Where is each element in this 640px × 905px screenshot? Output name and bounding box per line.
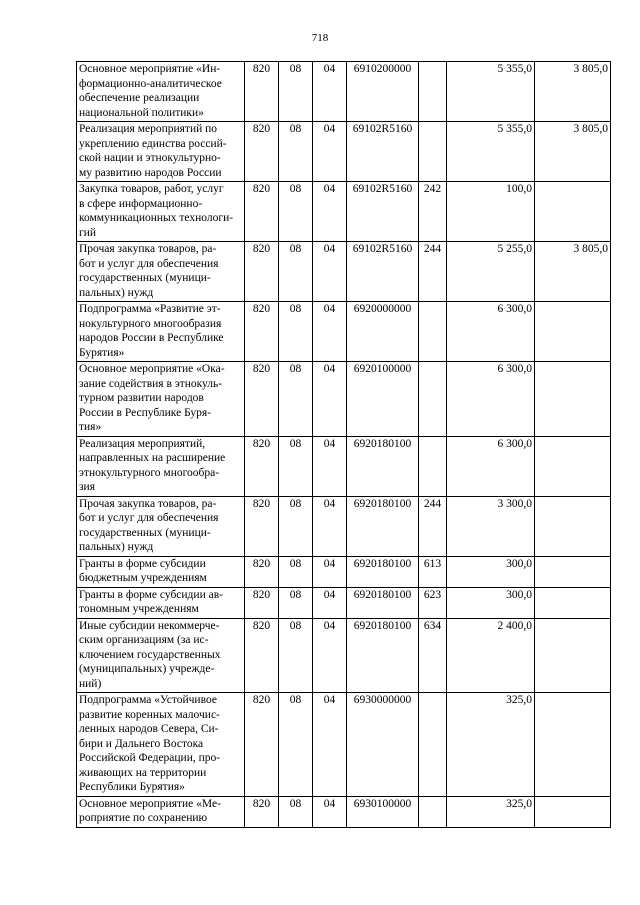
row-name-cell: Прочая закупка товаров, ра- бот и услуг для обеспечения государственных (муници- пальных) нужд (77, 496, 245, 556)
row-name-cell: Гранты в форме субсидии бюджетным учреждениям (77, 556, 245, 587)
row-name-cell: Подпрограмма «Устойчивое развитие коренных малочис- ленных народов Севера, Си- бири и Дальнего Востока Российской Федерации, про- живающих на территории Республики Бурятия» (77, 693, 245, 797)
federal-amount-cell: 3 805,0 (535, 122, 611, 182)
table-row (77, 556, 611, 587)
grbs-code-cell: 820 (245, 182, 279, 242)
target-article-cell: 6920180100 (347, 556, 419, 587)
expense-type-cell (419, 62, 447, 122)
target-article-cell: 6920100000 (347, 362, 419, 437)
grbs-code-cell: 820 (245, 496, 279, 556)
section-code-cell: 08 (279, 618, 313, 693)
target-article-cell: 6920180100 (347, 436, 419, 496)
budget-table (76, 61, 611, 828)
amount-cell: 325,0 (447, 693, 535, 797)
amount-cell: 2 400,0 (447, 618, 535, 693)
federal-amount-cell (535, 362, 611, 437)
expense-type-cell (419, 796, 447, 827)
grbs-code-cell: 820 (245, 693, 279, 797)
federal-amount-cell: 3 805,0 (535, 242, 611, 302)
amount-cell: 5 355,0 (447, 62, 535, 122)
subsection-code-cell: 04 (313, 587, 347, 618)
amount-cell: 3 300,0 (447, 496, 535, 556)
federal-amount-cell (535, 618, 611, 693)
target-article-cell: 6920180100 (347, 618, 419, 693)
table-row (77, 496, 611, 556)
section-code-cell: 08 (279, 362, 313, 437)
table-row (77, 436, 611, 496)
amount-cell: 325,0 (447, 796, 535, 827)
row-name-cell: Основное мероприятие «Ин- формационно-аналитическое обеспечение реализации национальной политики» (77, 62, 245, 122)
federal-amount-cell (535, 587, 611, 618)
grbs-code-cell: 820 (245, 587, 279, 618)
subsection-code-cell: 04 (313, 62, 347, 122)
federal-amount-cell (535, 182, 611, 242)
amount-cell: 300,0 (447, 587, 535, 618)
subsection-code-cell: 04 (313, 496, 347, 556)
amount-cell: 5 255,0 (447, 242, 535, 302)
target-article-cell: 6930100000 (347, 796, 419, 827)
subsection-code-cell: 04 (313, 362, 347, 437)
amount-cell: 6 300,0 (447, 436, 535, 496)
row-name-cell: Гранты в форме субсидии ав- тономным учреждениям (77, 587, 245, 618)
section-code-cell: 08 (279, 796, 313, 827)
expense-type-cell (419, 436, 447, 496)
target-article-cell: 6930000000 (347, 693, 419, 797)
target-article-cell: 6920180100 (347, 587, 419, 618)
grbs-code-cell: 820 (245, 796, 279, 827)
section-code-cell: 08 (279, 556, 313, 587)
grbs-code-cell: 820 (245, 62, 279, 122)
section-code-cell: 08 (279, 302, 313, 362)
amount-cell: 6 300,0 (447, 302, 535, 362)
table-row (77, 242, 611, 302)
row-name-cell: Основное мероприятие «Ме- роприятие по сохранению (77, 796, 245, 827)
row-name-cell: Подпрограмма «Развитие эт- нокультурного многообразия народов России в Республике Бурятия» (77, 302, 245, 362)
section-code-cell: 08 (279, 242, 313, 302)
expense-type-cell (419, 362, 447, 437)
row-name-cell: Основное мероприятие «Ока- зание содействия в этнокуль- турном развитии народов России в Республике Буря- тия» (77, 362, 245, 437)
table-row (77, 693, 611, 797)
expense-type-cell: 244 (419, 496, 447, 556)
target-article-cell: 6920180100 (347, 496, 419, 556)
federal-amount-cell (535, 693, 611, 797)
expense-type-cell: 242 (419, 182, 447, 242)
federal-amount-cell (535, 496, 611, 556)
federal-amount-cell (535, 796, 611, 827)
section-code-cell: 08 (279, 62, 313, 122)
amount-cell: 6 300,0 (447, 362, 535, 437)
expense-type-cell (419, 302, 447, 362)
target-article-cell: 6920000000 (347, 302, 419, 362)
expense-type-cell: 613 (419, 556, 447, 587)
subsection-code-cell: 04 (313, 302, 347, 362)
amount-cell: 100,0 (447, 182, 535, 242)
section-code-cell: 08 (279, 693, 313, 797)
section-code-cell: 08 (279, 496, 313, 556)
target-article-cell: 69102R5160 (347, 122, 419, 182)
grbs-code-cell: 820 (245, 122, 279, 182)
section-code-cell: 08 (279, 122, 313, 182)
subsection-code-cell: 04 (313, 693, 347, 797)
grbs-code-cell: 820 (245, 242, 279, 302)
federal-amount-cell: 3 805,0 (535, 62, 611, 122)
subsection-code-cell: 04 (313, 618, 347, 693)
expense-type-cell (419, 693, 447, 797)
table-row (77, 362, 611, 437)
amount-cell: 300,0 (447, 556, 535, 587)
page-number: 718 (311, 32, 329, 44)
row-name-cell: Реализация мероприятий, направленных на расширение этнокультурного многообра- зия (77, 436, 245, 496)
federal-amount-cell (535, 302, 611, 362)
table-row (77, 122, 611, 182)
expense-type-cell (419, 122, 447, 182)
subsection-code-cell: 04 (313, 556, 347, 587)
table-row (77, 62, 611, 122)
row-name-cell: Прочая закупка товаров, ра- бот и услуг для обеспечения государственных (муници- пальных) нужд (77, 242, 245, 302)
section-code-cell: 08 (279, 587, 313, 618)
expense-type-cell: 634 (419, 618, 447, 693)
target-article-cell: 6910200000 (347, 62, 419, 122)
grbs-code-cell: 820 (245, 436, 279, 496)
grbs-code-cell: 820 (245, 362, 279, 437)
target-article-cell: 69102R5160 (347, 182, 419, 242)
grbs-code-cell: 820 (245, 618, 279, 693)
table-row (77, 587, 611, 618)
target-article-cell: 69102R5160 (347, 242, 419, 302)
expense-type-cell: 244 (419, 242, 447, 302)
row-name-cell: Реализация мероприятий по укреплению единства россий- ской нации и этнокультурно- му развитию народов России (77, 122, 245, 182)
subsection-code-cell: 04 (313, 436, 347, 496)
table-row (77, 618, 611, 693)
subsection-code-cell: 04 (313, 182, 347, 242)
section-code-cell: 08 (279, 436, 313, 496)
section-code-cell: 08 (279, 182, 313, 242)
subsection-code-cell: 04 (313, 796, 347, 827)
table-row (77, 796, 611, 827)
subsection-code-cell: 04 (313, 122, 347, 182)
federal-amount-cell (535, 436, 611, 496)
grbs-code-cell: 820 (245, 556, 279, 587)
grbs-code-cell: 820 (245, 302, 279, 362)
row-name-cell: Закупка товаров, работ, услуг в сфере информационно- коммуникационных технологи- гий (77, 182, 245, 242)
federal-amount-cell (535, 556, 611, 587)
row-name-cell: Иные субсидии некоммерче- ским организациям (за ис- ключением государственных (муниципальных) учрежде- ний) (77, 618, 245, 693)
table-row (77, 302, 611, 362)
table-row (77, 182, 611, 242)
expense-type-cell: 623 (419, 587, 447, 618)
subsection-code-cell: 04 (313, 242, 347, 302)
amount-cell: 5 355,0 (447, 122, 535, 182)
